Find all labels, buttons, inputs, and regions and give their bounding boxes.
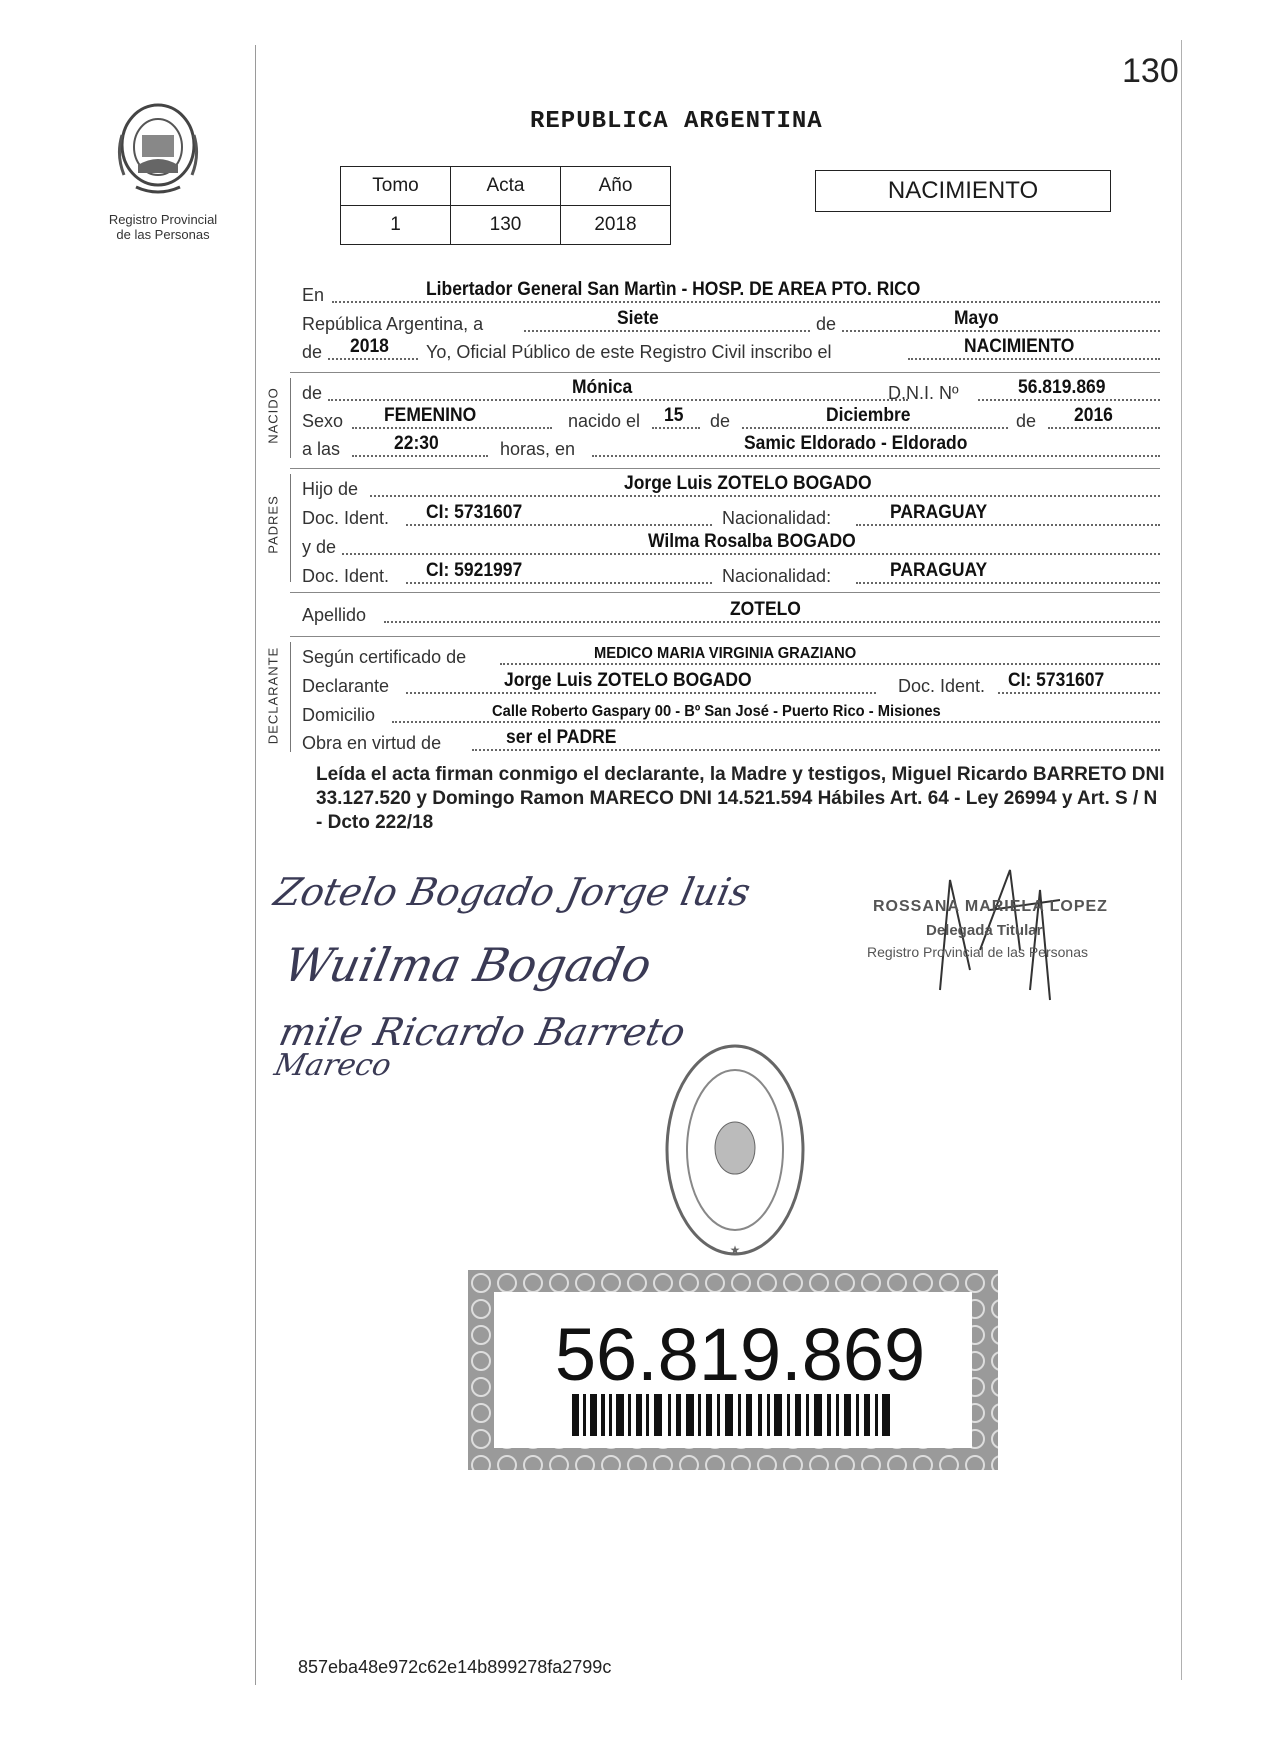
official-stamp: [660, 1040, 810, 1260]
value-month: Mayo: [954, 308, 999, 329]
label-doc-ident-3: Doc. Ident.: [898, 676, 986, 696]
row-oficial: [302, 337, 1160, 365]
value-birth-month: Diciembre: [826, 405, 911, 426]
document-title: REPUBLICA ARGENTINA: [530, 108, 823, 135]
oficial-text: Yo, Oficial Público de este Registro Civil inscribo el: [426, 342, 832, 362]
value-birth-year: 2016: [1074, 405, 1113, 426]
dots: [998, 692, 1160, 694]
label-horas: horas, en: [500, 439, 576, 459]
row-hijo-de: [302, 474, 1160, 502]
signature-declarante: Zotelo Bogado Jorge luis: [270, 870, 755, 914]
value-apellido: ZOTELO: [730, 599, 801, 620]
signature-madre: Wuilma Bogado: [279, 938, 657, 992]
dots: [332, 301, 1160, 303]
label-en: En: [302, 285, 325, 305]
dots: [500, 663, 1160, 665]
record-type-box: NACIMIENTO: [815, 170, 1111, 212]
label-nacionalidad: Nacionalidad:: [722, 508, 832, 528]
row-y-de: [302, 532, 1160, 560]
separator: [290, 468, 1160, 469]
logo-caption-line2: de las Personas: [116, 227, 210, 242]
value-birth-day: 15: [664, 405, 684, 426]
dots: [328, 399, 908, 401]
label-de-3: de: [1016, 411, 1037, 431]
row-father-doc: [302, 503, 1160, 531]
label-certificado: Según certificado de: [302, 647, 467, 667]
label-nacionalidad-2: Nacionalidad:: [722, 566, 832, 586]
label-dni: D.N.I. Nº: [888, 383, 959, 403]
separator: [290, 636, 1160, 637]
dots: [856, 582, 1160, 584]
value-time: 22:30: [394, 433, 439, 454]
section-label-declarante: DECLARANTE: [265, 646, 281, 745]
label-y-de: y de: [302, 537, 337, 557]
label-doc-ident-2: Doc. Ident.: [302, 566, 390, 586]
table-value-row: [341, 206, 671, 245]
tomo-acta-table: [340, 166, 671, 245]
label-de-name: de: [302, 383, 323, 403]
dots: [908, 358, 1160, 360]
value-day: Siete: [617, 308, 659, 329]
value-en: Libertador General San Martìn - HOSP. DE AREA PTO. RICO: [426, 279, 921, 300]
dots: [406, 524, 712, 526]
separator: [290, 592, 1160, 593]
closing-paragraph: Leída el acta firman conmigo el declarante, la Madre y testigos, Miguel Ricardo BARRETO DNI 33.127.520 y Domingo Ramon MARECO DNI 14.521.594 Hábiles Art. 64 - Ley 26994 y Art. S / N - Dcto 222/18: [316, 764, 1165, 833]
value-obra: ser el PADRE: [506, 727, 617, 748]
row-certificado: [302, 642, 1160, 670]
row-en: [302, 280, 1160, 308]
dni-label-number: 56.819.869: [554, 1313, 926, 1396]
value-anio: 2018: [561, 206, 671, 245]
label-declarante: Declarante: [302, 676, 390, 696]
bracket-padres: [290, 474, 291, 582]
value-certificado: MEDICO MARIA VIRGINIA GRAZIANO: [594, 645, 857, 662]
row-domicilio: [302, 700, 1160, 728]
dots: [592, 455, 1160, 457]
signature-testigo-2: Mareco: [271, 1048, 395, 1083]
row-republica: [302, 309, 1160, 337]
value-declarante: Jorge Luis ZOTELO BOGADO: [504, 670, 752, 691]
row-apellido: [302, 600, 1160, 628]
value-father-name: Jorge Luis ZOTELO BOGADO: [624, 473, 872, 494]
page-number: 130: [1122, 52, 1179, 90]
dots: [978, 399, 1160, 401]
header-acta: Acta: [451, 167, 561, 206]
label-doc-ident: Doc. Ident.: [302, 508, 390, 528]
row-sexo: [302, 406, 1160, 434]
dots: [1048, 427, 1160, 429]
label-hijo-de: Hijo de: [302, 479, 359, 499]
value-mother-name: Wilma Rosalba BOGADO: [648, 531, 856, 552]
label-sexo: Sexo: [302, 411, 344, 431]
value-place: Samic Eldorado - Eldorado: [744, 433, 968, 454]
value-acta: 130: [451, 206, 561, 245]
margin-line: [255, 45, 256, 1685]
dots: [392, 721, 1160, 723]
section-label-nacido: NACIDO: [265, 387, 281, 444]
label-de-year: de: [302, 342, 323, 362]
signature-testigo-1: mile Ricardo Barreto: [275, 1010, 690, 1054]
value-domicilio: Calle Roberto Gaspary 00 - Bº San José - Puerto Rico - Misiones: [492, 703, 941, 720]
section-label-padres: PADRES: [265, 495, 281, 554]
dots: [472, 749, 1160, 751]
logo-caption-line1: Registro Provincial: [108, 212, 218, 227]
right-border: [1181, 40, 1182, 1680]
value-father-nat: PARAGUAY: [890, 502, 988, 523]
value-declarante-doc: CI: 5731607: [1008, 670, 1105, 691]
official-role: Delegada Titular: [926, 922, 1043, 939]
document-hash: 857eba48e972c62e14b899278fa2799c: [298, 1657, 612, 1677]
svg-text:★: ★: [729, 1243, 741, 1257]
label-nacido-el: nacido el: [568, 411, 641, 431]
dots: [352, 455, 488, 457]
table-header-row: [341, 167, 671, 206]
row-declarante: [302, 671, 1160, 699]
logo-caption: [88, 212, 238, 242]
official-office: Registro Provincial de las Personas: [867, 944, 1088, 960]
dots: [856, 524, 1160, 526]
dots: [406, 582, 712, 584]
value-year: 2018: [350, 336, 389, 357]
value-act: NACIMIENTO: [964, 336, 1075, 357]
label-de: de: [816, 314, 837, 334]
dots: [370, 495, 1160, 497]
value-mother-nat: PARAGUAY: [890, 560, 988, 581]
row-nacido-name: [302, 378, 1160, 406]
dots: [524, 330, 810, 332]
official-name: ROSSANA MARIELA LOPEZ: [873, 898, 1108, 915]
header-tomo: Tomo: [341, 167, 451, 206]
dots: [652, 427, 700, 429]
value-tomo: 1: [341, 206, 451, 245]
dots: [328, 358, 418, 360]
label-domicilio: Domicilio: [302, 705, 376, 725]
label-de-2: de: [710, 411, 731, 431]
bracket-declarante: [290, 642, 291, 752]
label-obra: Obra en virtud de: [302, 733, 442, 753]
dots: [384, 621, 1160, 623]
value-mother-doc: CI: 5921997: [426, 560, 523, 581]
value-dni: 56.819.869: [1018, 377, 1106, 398]
value-father-doc: CI: 5731607: [426, 502, 523, 523]
dots: [406, 692, 876, 694]
row-obra: [302, 728, 1160, 756]
dots: [742, 427, 1008, 429]
province-seal-logo: [108, 95, 208, 213]
dots: [352, 427, 552, 429]
header-anio: Año: [561, 167, 671, 206]
dots: [342, 553, 1160, 555]
value-sexo: FEMENINO: [384, 405, 477, 426]
bracket-nacido: [290, 378, 291, 458]
row-mother-doc: [302, 561, 1160, 589]
value-name: Mónica: [572, 377, 633, 398]
label-republica: República Argentina, a: [302, 314, 484, 334]
label-apellido: Apellido: [302, 605, 367, 625]
row-hora: [302, 434, 1160, 462]
dots: [842, 330, 1160, 332]
separator: [290, 372, 1160, 373]
label-a-las: a las: [302, 439, 341, 459]
